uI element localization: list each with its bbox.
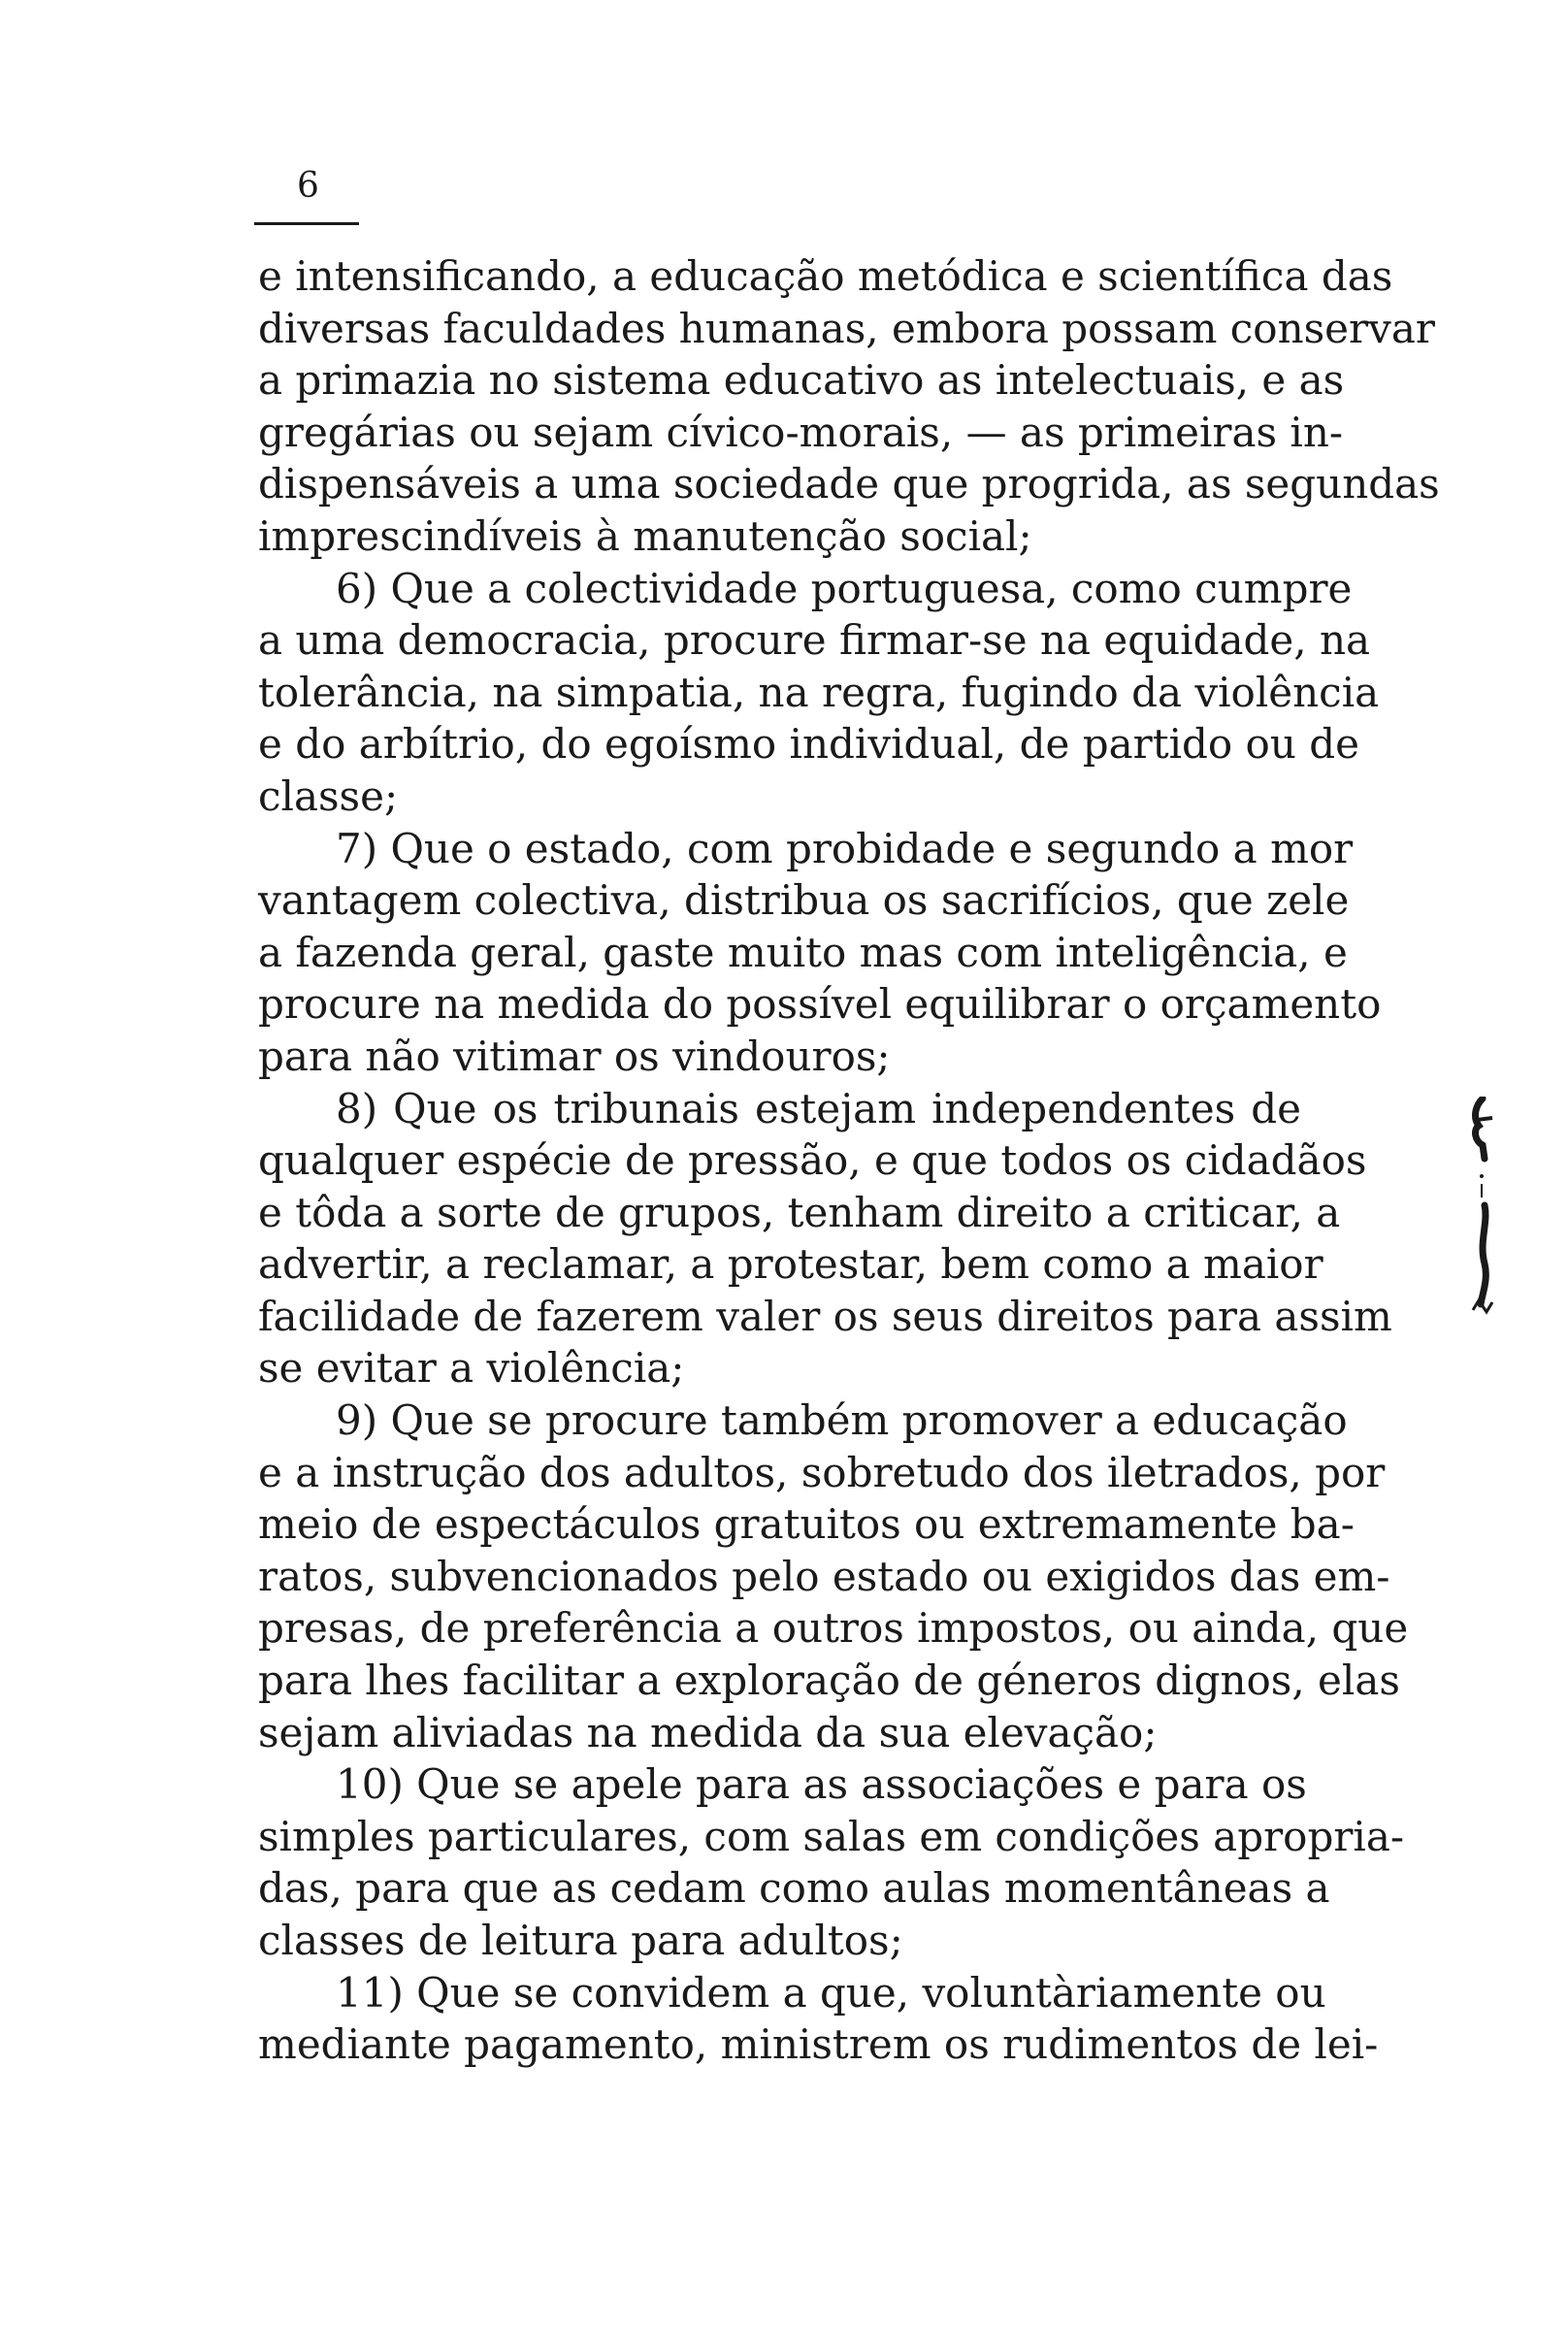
text-line: e a instrução dos adultos, sobretudo dos iletrados, por <box>258 1448 1386 1496</box>
text-line: se evitar a violência; <box>258 1344 685 1393</box>
text-line: tolerância, na simpatia, na regra, fugindo da violência <box>258 668 1380 716</box>
text-line: diversas faculdades humanas, embora possam conservar <box>258 304 1435 352</box>
text-line: das, para que as cedam como aulas momentâneas a <box>258 1864 1330 1913</box>
text-line: gregárias ou sejam cívico-morais, — as primeiras in- <box>258 408 1344 456</box>
text-line: sejam aliviadas na medida da sua elevação; <box>258 1708 1158 1756</box>
text-line: classes de leitura para adultos; <box>258 1917 903 1964</box>
text-line: procure na medida do possível equilibrar o orçamento <box>258 980 1382 1029</box>
body-text <box>258 250 1440 2071</box>
margin-ink-mark <box>1465 1097 1504 1320</box>
text-line: e tôda a sorte de grupos, tenham direito a criticar, a <box>258 1188 1341 1236</box>
text-line: advertir, a reclamar, a protestar, bem como a maior <box>258 1240 1323 1289</box>
text-line: e intensificando, a educação metódica e scientífica das <box>258 252 1393 300</box>
text-line: classe; <box>258 771 399 820</box>
text-line: e do arbítrio, do egoísmo individual, de partido ou de <box>258 720 1359 769</box>
text-line: para lhes facilitar a exploração de géneros dignos, elas <box>258 1657 1400 1705</box>
text-line: a uma democracia, procure firmar-se na equidade, na <box>258 616 1371 665</box>
item-9-first-line: 9) Que se procure também promover a educação <box>336 1396 1348 1445</box>
item-8-first-line: 8) Que os tribunais estejam independentes de <box>336 1084 1301 1132</box>
item-10-first-line: 10) Que se apele para as associações e para os <box>336 1760 1307 1809</box>
text-line: meio de espectáculos gratuitos ou extremamente ba- <box>258 1500 1355 1549</box>
text-line: presas, de preferência a outros impostos, ou ainda, que <box>258 1604 1409 1653</box>
text-line: facilidade de fazerem valer os seus direitos para assim <box>258 1292 1392 1340</box>
text-line: para não vitimar os vindouros; <box>258 1032 891 1080</box>
item-11-first-line: 11) Que se convidem a que, voluntàriamente ou <box>336 1968 1326 2017</box>
text-line: ratos, subvencionados pelo estado ou exigidos das em- <box>258 1552 1390 1600</box>
page-number: 6 <box>297 166 319 206</box>
page-number-rule <box>254 222 359 225</box>
text-line: a fazenda geral, gaste muito mas com inteligência, e <box>258 928 1348 976</box>
item-6-first-line: 6) Que a colectividade portuguesa, como cumpre <box>336 564 1353 612</box>
text-line: dispensáveis a uma sociedade que progrida, as segundas <box>258 460 1440 508</box>
text-line: imprescindíveis à manutenção social; <box>258 511 1032 560</box>
text-line: mediante pagamento, ministrem os rudimentos de lei- <box>258 2020 1379 2069</box>
text-line: a primazia no sistema educativo as intelectuais, e as <box>258 356 1345 405</box>
text-line: qualquer espécie de pressão, e que todos os cidadãos <box>258 1136 1367 1185</box>
text-line: vantagem colectiva, distribua os sacrifícios, que zele <box>258 876 1350 925</box>
item-7-first-line: 7) Que o estado, com probidade e segundo a mor <box>336 824 1354 872</box>
text-line: simples particulares, com salas em condições apropria- <box>258 1812 1405 1860</box>
